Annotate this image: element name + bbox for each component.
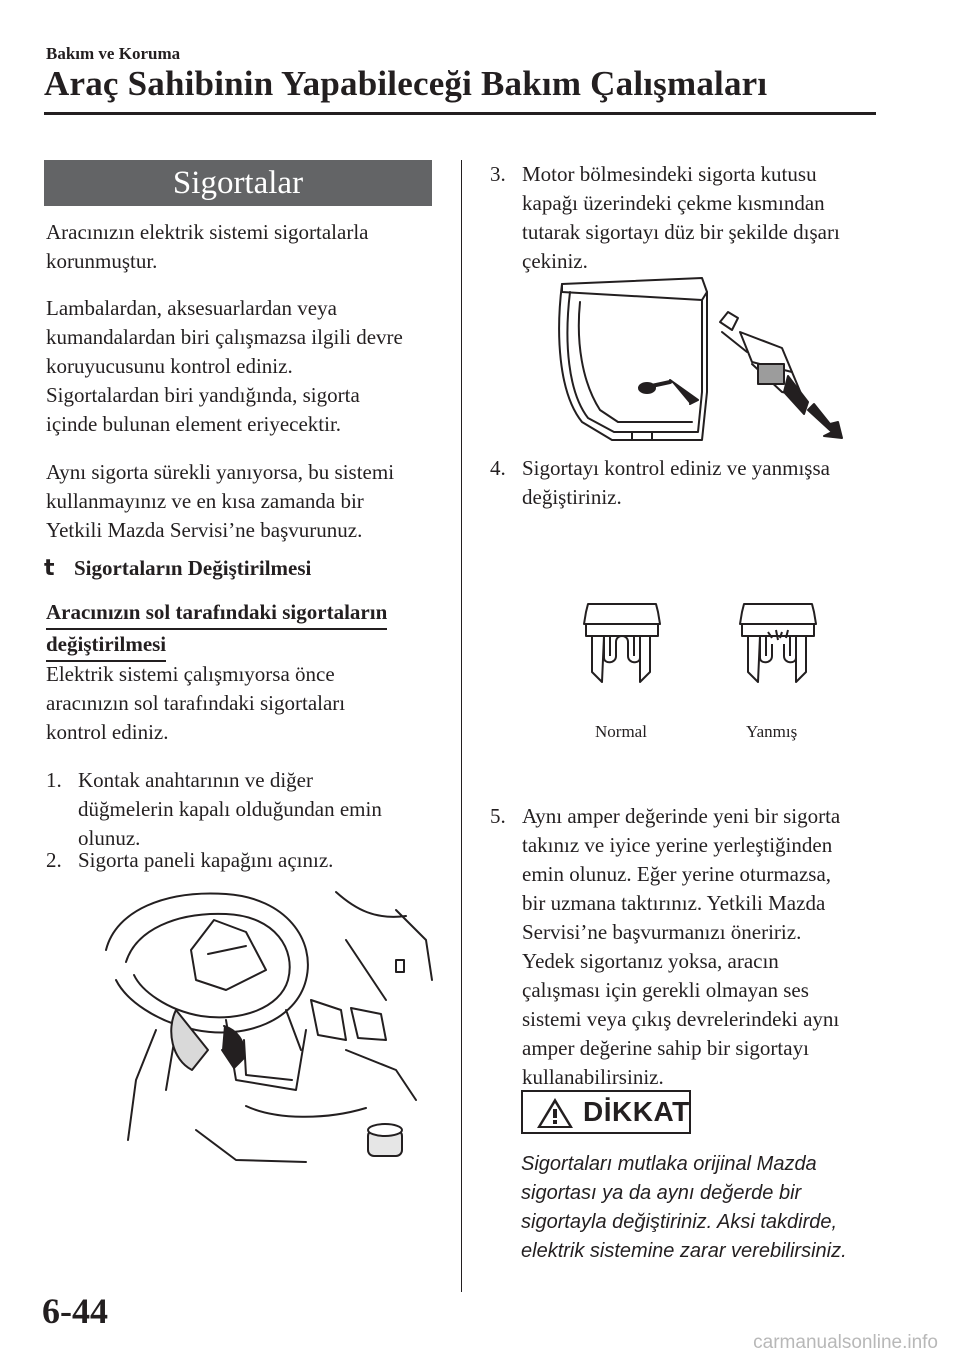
section-banner: Sigortalar <box>44 160 432 206</box>
watermark: carmanualsonline.info <box>753 1332 938 1353</box>
warning-label: DİKKAT <box>583 1096 690 1127</box>
column-divider <box>461 160 462 1292</box>
left-side-paragraph: Elektrik sistemi çalışmıyorsa önce aracınızın sol tarafındaki sigortaları kontrol ediniz. <box>46 662 346 744</box>
subsection-heading: Aracınızın sol tarafındaki sigortaların değiştirilmesi <box>46 598 387 662</box>
repeat-burn-paragraph: Aynı sigorta sürekli yanıyorsa, bu sistemi kullanmayınız ve en kısa zamanda bir Yetkili Mazda Servisi’ne başvurunuz. <box>46 460 395 542</box>
page-title: Araç Sahibinin Yapabileceği Bakım Çalışmaları <box>44 64 768 103</box>
intro-paragraph: Aracınızın elektrik sistemi sigortalarla korunmuştur. <box>46 220 369 273</box>
page-number: 6-44 <box>42 1291 108 1331</box>
warning-text: Sigortaları mutlaka orijinal Mazda sigortası ya da aynı değerde bir sigortayla değiştiriniz. Aksi takdirde, elektrik sistemine zarar verebilirsiniz. <box>521 1153 847 1262</box>
blown-fuse-caption: Yanmış <box>746 722 798 741</box>
check-paragraph: Lambalardan, aksesuarlardan veya kumandalardan biri çalışmazsa ilgili devre koruyucusunu kontrol ediniz. Sigortalardan biri yandığında, sigorta içinde bulunan element eriyecektir. <box>46 296 403 436</box>
fuse-box-cover-illustration <box>552 272 862 452</box>
normal-fuse-caption: Normal <box>595 722 647 741</box>
step-2: 2. Sigorta paneli kapağını açınız. <box>46 848 334 872</box>
step-1: 1. Kontak anahtarının ve diğer düğmelerin kapalı olduğundan emin olunuz. <box>46 768 382 850</box>
section-bullet-icon: t <box>44 556 55 581</box>
step-3: 3. Motor bölmesindeki sigorta kutusu kapağı üzerindeki çekme kısmından tutarak sigortayı düz bir şekilde dışarı çekiniz. <box>490 162 840 273</box>
warning-triangle-icon <box>535 1096 575 1130</box>
normal-fuse-icon <box>580 602 664 686</box>
fuse-panel-illustration <box>96 880 440 1176</box>
warning-box <box>521 1090 691 1134</box>
step-4: 4. Sigortayı kontrol ediniz ve yanmışsa değiştiriniz. <box>490 456 830 509</box>
blown-fuse-icon <box>736 602 820 686</box>
title-rule <box>44 112 876 115</box>
step-5: 5. Aynı amper değerinde yeni bir sigorta takınız ve iyice yerine yerleştiğinden emin olunuz. Eğer yerine oturmazsa, bir uzmana taktırınız. Yetkili Mazda Servisi’ne başvurmanızı öneririz. Yedek sigortanız yoksa, aracın çalışması için gerekli olmayan ses sistemi veya çıkış devrelerindeki aynı amper değerine sahip bir sigortayı kullanabilirsiniz. <box>490 804 841 1089</box>
subheading: Sigortaların Değiştirilmesi <box>74 556 312 580</box>
breadcrumb: Bakım ve Koruma <box>46 44 181 63</box>
